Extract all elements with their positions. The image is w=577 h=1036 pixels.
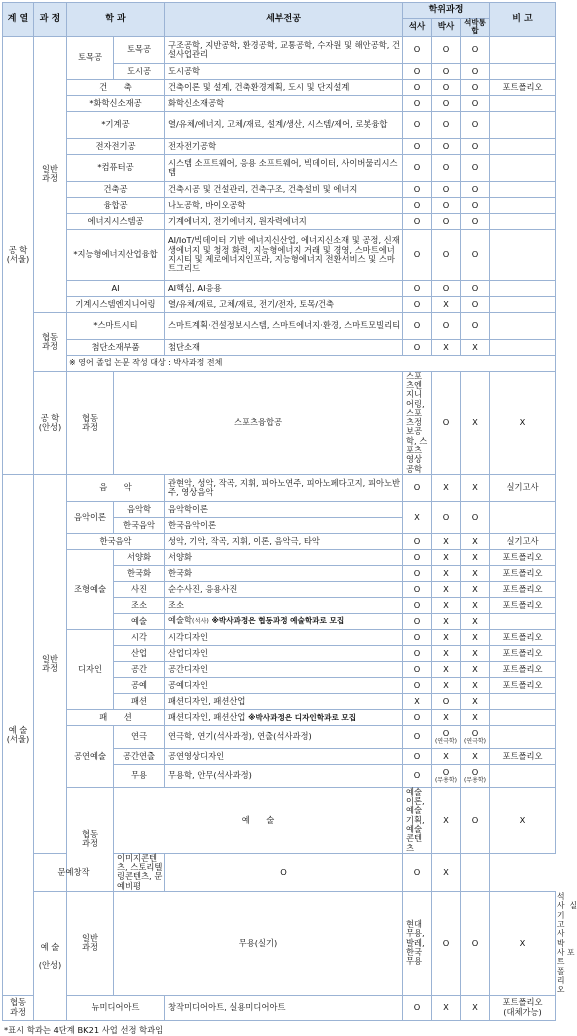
remark-cell: 포트폴리오 <box>490 597 556 613</box>
major-cell: 기계에너지, 전기에너지, 원자력에너지 <box>165 213 403 229</box>
dept-cell: *지능형에너지산업융합 <box>67 229 165 280</box>
dept-cell: 패 션 <box>67 709 165 725</box>
integrated-cell: X <box>461 533 490 549</box>
remark-value: 포트폴리오 <box>557 948 575 995</box>
integrated-cell: O <box>461 501 490 533</box>
major-cell: 구조공학, 지반공학, 환경공학, 교통공학, 수자원 및 해안공학, 건설사업관리 <box>165 36 403 63</box>
integrated-cell: O <box>461 197 490 213</box>
table-row <box>3 111 556 138</box>
master-cell: O <box>165 853 403 891</box>
remark-cell <box>490 95 556 111</box>
integrated-cell: X <box>461 693 490 709</box>
table-row <box>3 474 556 501</box>
group-label: 예 술 (안성) <box>34 891 67 1020</box>
major-cell <box>165 709 403 725</box>
course-label: 협동 과정 <box>3 995 34 1020</box>
doctor-cell: O <box>461 891 490 995</box>
master-cell: O <box>403 613 432 629</box>
major-cell: 패션디자인, 패션산업 <box>165 693 403 709</box>
remark-cell: 포트폴리오 <box>490 677 556 693</box>
integrated-subtext: (연극학) <box>463 737 487 745</box>
master-cell: O <box>403 181 432 197</box>
remark-cell: 실기고사 <box>490 474 556 501</box>
major-cell: 건축이론 및 설계, 건축환경계획, 도시 및 단지설계 <box>165 79 403 95</box>
table-row <box>3 533 556 549</box>
table-row <box>3 725 556 748</box>
dept-cell: 뉴미디어아트 <box>67 995 165 1020</box>
doctor-cell: X <box>432 709 461 725</box>
header-master: 석사 <box>403 19 432 37</box>
master-cell: O <box>403 748 432 764</box>
table-row <box>3 197 556 213</box>
course-label: 일반 과정 <box>34 474 67 853</box>
integrated-cell: O <box>461 95 490 111</box>
doctor-cell: X <box>432 474 461 501</box>
integrated-cell: O <box>461 63 490 79</box>
major-cell: 시각디자인 <box>165 629 403 645</box>
master-cell: O <box>403 197 432 213</box>
major-cell: 한국음악이론 <box>165 517 403 533</box>
integrated-cell: O <box>461 229 490 280</box>
course-label: 일반 과정 <box>34 36 67 312</box>
integrated-cell: X <box>461 597 490 613</box>
major-cell: 순수사진, 응용사진 <box>165 581 403 597</box>
table-row <box>3 95 556 111</box>
dept-sub: 토목공 <box>114 36 165 63</box>
integrated-cell: O <box>461 296 490 312</box>
major-cell: 창작미디어아트, 실용미디어아트 <box>165 995 403 1020</box>
master-cell: O <box>403 111 432 138</box>
integrated-cell: O <box>461 111 490 138</box>
major-cell: 현대무용, 발레, 한국무용 <box>403 891 432 995</box>
dept-group: 조형예술 <box>67 549 114 629</box>
table-row <box>3 138 556 154</box>
master-cell: O <box>403 36 432 63</box>
dept-cell: 스포츠융합공 <box>114 371 403 474</box>
dept-group: 토목공 <box>67 36 114 79</box>
integrated-cell: O <box>461 154 490 181</box>
master-cell: O <box>403 549 432 565</box>
remark-cell: 포트폴리오 <box>490 645 556 661</box>
doctor-cell: X <box>432 581 461 597</box>
master-cell: O <box>403 79 432 95</box>
dept-sub: 한국화 <box>114 565 165 581</box>
doctor-cell: O <box>432 213 461 229</box>
dept-cell: *컴퓨터공 <box>67 154 165 181</box>
table-row <box>3 154 556 181</box>
remark-cell: 포트폴리오 <box>490 549 556 565</box>
integrated-cell <box>461 764 490 787</box>
dept-cell: AI <box>67 280 165 296</box>
group-label: 공 학 (안성) <box>34 371 67 474</box>
thesis-note: ※ 영어 졸업 논문 작성 대상 : 박사과정 전체 <box>67 355 556 371</box>
header-remark: 비 고 <box>490 3 556 37</box>
major-cell: 공간디자인 <box>165 661 403 677</box>
integrated-subtext: (무용학) <box>463 776 487 784</box>
dept-cell: 건축공 <box>67 181 165 197</box>
major-cell: 나노공학, 바이오공학 <box>165 197 403 213</box>
doctor-cell: X <box>432 613 461 629</box>
group-label: 예 술 (서울) <box>3 474 34 995</box>
header-group: 계 열 <box>3 3 34 37</box>
integrated-cell: O <box>461 280 490 296</box>
integrated-cell: O <box>461 79 490 95</box>
remark-cell <box>490 501 556 533</box>
program-table <box>2 2 577 1021</box>
doctor-cell: O <box>432 111 461 138</box>
remark-cell <box>490 995 556 1020</box>
course-label: 협동 과정 <box>34 312 67 371</box>
dept-cell: 건 축 <box>67 79 165 95</box>
remark-cell <box>490 613 556 629</box>
dept-sub: 공예 <box>114 677 165 693</box>
doctor-cell: O <box>432 36 461 63</box>
remark-label: 박사 <box>557 938 565 958</box>
major-cell: 연극학, 연기(석사과정), 연출(석사과정) <box>165 725 403 748</box>
table-row <box>3 36 556 63</box>
integrated-cell: X <box>490 371 556 474</box>
dept-cell: 전자전기공 <box>67 138 165 154</box>
major-cell: 건축시공 및 건설관리, 건축구조, 건축설비 및 에너지 <box>165 181 403 197</box>
integrated-cell <box>461 725 490 748</box>
master-cell: X <box>432 787 461 853</box>
doctor-cell <box>432 725 461 748</box>
major-text: 패션디자인, 패션산업 <box>168 711 246 722</box>
master-cell: O <box>403 154 432 181</box>
integrated-cell: X <box>461 613 490 629</box>
major-cell: 예술이론, 예술기획, 예술콘텐츠 <box>403 787 432 853</box>
table-row <box>3 312 556 339</box>
doctor-subtext: (무용학) <box>434 776 458 784</box>
doctor-cell: O <box>432 79 461 95</box>
integrated-cell: X <box>461 995 490 1020</box>
dept-cell: 문예창작 <box>34 853 114 891</box>
integrated-cell: X <box>461 677 490 693</box>
master-cell: O <box>403 63 432 79</box>
master-cell: O <box>403 533 432 549</box>
major-cell: AI/IoT/빅데이터 기반 에너지신산업, 에너지신소재 및 공정, 신재생에너지 및 청정 화력, 지능형에너지 거래 및 경영, 스마트에너지시티 및 제로에너지인프라, 지능형에너지 전환서비스 및 스마트그리드 <box>165 229 403 280</box>
doctor-cell: O <box>432 229 461 280</box>
major-cell: 이미지콘텐츠, 스토리텔링콘텐츠, 문예비평 <box>114 853 165 891</box>
remark-cell <box>490 709 556 725</box>
table-row <box>3 213 556 229</box>
master-cell: O <box>403 581 432 597</box>
doctor-cell: O <box>432 63 461 79</box>
dept-sub: 사진 <box>114 581 165 597</box>
dept-cell: 기계시스템엔지니어링 <box>67 296 165 312</box>
dept-cell: 첨단소재부품 <box>67 339 165 355</box>
major-cell: AI핵심, AI응용 <box>165 280 403 296</box>
header-integrated: 석박통합 <box>461 19 490 37</box>
master-cell: O <box>403 312 432 339</box>
dept-sub: 공간연출 <box>114 748 165 764</box>
doctor-cell: X <box>432 995 461 1020</box>
table-row <box>3 709 556 725</box>
master-cell: O <box>403 709 432 725</box>
table-row <box>3 280 556 296</box>
dept-cell: *기계공 <box>67 111 165 138</box>
header-row <box>3 3 556 19</box>
table-row <box>3 79 556 95</box>
remark-value: 실기고사 <box>557 901 577 939</box>
doctor-cell: O <box>432 693 461 709</box>
remark-cell <box>490 138 556 154</box>
doctor-cell <box>432 764 461 787</box>
graduate-program-table-page <box>2 2 577 1036</box>
integrated-cell: X <box>490 787 556 853</box>
table-row <box>3 549 556 565</box>
remark-cell: 포트폴리오 <box>490 581 556 597</box>
major-cell: 스포츠엔지니어링, 스포츠정보공학, 스포츠영상공학 <box>403 371 432 474</box>
major-note: ※박사과정은 협동과정 예술학과로 모집 <box>211 616 345 626</box>
integrated-mark: O <box>471 767 479 778</box>
master-cell: O <box>403 995 432 1020</box>
integrated-cell: X <box>461 629 490 645</box>
doctor-cell: O <box>432 138 461 154</box>
dept-cell: 한국음악 <box>67 533 165 549</box>
table-row <box>3 891 556 995</box>
remark-cell <box>490 213 556 229</box>
dept-sub: 서양화 <box>114 549 165 565</box>
major-cell: 공연영상디자인 <box>165 748 403 764</box>
master-cell: O <box>403 661 432 677</box>
remark-cell: 포트폴리오 <box>490 565 556 581</box>
master-cell: O <box>403 339 432 355</box>
dept-cell: 예 술 <box>114 787 403 853</box>
integrated-cell: X <box>461 661 490 677</box>
remark-cell: 포트폴리오 <box>490 748 556 764</box>
major-cell: 음악학이론 <box>165 501 403 517</box>
remark-label: 석사 <box>557 891 565 911</box>
master-cell: O <box>403 95 432 111</box>
dept-sub: 연극 <box>114 725 165 748</box>
integrated-cell: X <box>461 748 490 764</box>
master-cell: O <box>403 229 432 280</box>
course-label: 협동 과정 <box>67 371 114 474</box>
integrated-cell: O <box>461 181 490 197</box>
dept-sub: 무용 <box>114 764 165 787</box>
integrated-cell: O <box>461 36 490 63</box>
doctor-cell: O <box>432 280 461 296</box>
remark-cell: 실기고사 <box>490 533 556 549</box>
remark-cell <box>490 693 556 709</box>
remark-cell <box>490 312 556 339</box>
remark-cell <box>490 36 556 63</box>
major-cell: 공예디자인 <box>165 677 403 693</box>
major-note: ※박사과정은 디자인학과로 모집 <box>248 712 357 722</box>
doctor-cell: O <box>432 154 461 181</box>
major-cell: 시스템 소프트웨어, 응용 소프트웨어, 빅데이터, 사이버물리시스템 <box>165 154 403 181</box>
doctor-cell: O <box>432 95 461 111</box>
major-cell: 첨단소재 <box>165 339 403 355</box>
major-cell: 성악, 기악, 작곡, 지휘, 이론, 음악극, 타악 <box>165 533 403 549</box>
major-cell: 산업디자인 <box>165 645 403 661</box>
master-cell: O <box>403 677 432 693</box>
dept-cell: *스마트시티 <box>67 312 165 339</box>
remark-cell <box>490 280 556 296</box>
doctor-mark: O <box>442 728 450 739</box>
remark-cell <box>461 853 490 891</box>
header-degree: 학위과정 <box>403 3 490 19</box>
integrated-cell: O <box>461 138 490 154</box>
dept-sub: 음악학 <box>114 501 165 517</box>
master-cell: O <box>403 280 432 296</box>
table-row <box>3 339 556 355</box>
dept-sub: 예술 <box>114 613 165 629</box>
doctor-cell: X <box>432 645 461 661</box>
major-cell: 관현악, 성악, 작곡, 지휘, 피아노연주, 피아노페다고지, 피아노반주, 영상음악 <box>165 474 403 501</box>
table-row <box>3 371 556 474</box>
master-cell: O <box>432 371 461 474</box>
dept-sub: 조소 <box>114 597 165 613</box>
integrated-mark: O <box>471 728 479 739</box>
major-cell: 열/유체/재료, 고체/재료, 전기/전자, 토목/건축 <box>165 296 403 312</box>
master-cell: X <box>403 693 432 709</box>
table-row <box>3 995 556 1020</box>
remark-cell <box>490 764 556 787</box>
master-cell: O <box>403 296 432 312</box>
dept-group: 음악이론 <box>67 501 114 533</box>
doctor-cell: O <box>432 312 461 339</box>
master-cell: O <box>403 565 432 581</box>
table-row <box>3 229 556 280</box>
dept-sub: 패션 <box>114 693 165 709</box>
course-label: 협동 과정 <box>67 787 114 891</box>
remark-cell <box>490 229 556 280</box>
doctor-cell: X <box>432 677 461 693</box>
remark-cell <box>490 181 556 197</box>
remark-subtext: (대체가능) <box>503 1006 542 1017</box>
doctor-cell: X <box>432 565 461 581</box>
master-cell: O <box>403 213 432 229</box>
master-cell: O <box>403 597 432 613</box>
integrated-cell: X <box>432 853 461 891</box>
footnote: *표시 학과는 4단계 BK21 사업 선정 학과임 <box>4 1024 164 1035</box>
group-label: 공 학 (서울) <box>3 36 34 474</box>
master-cell: O <box>403 645 432 661</box>
doctor-cell: X <box>461 371 490 474</box>
major-cell: 서양화 <box>165 549 403 565</box>
course-label: 일반 과정 <box>67 891 114 995</box>
master-cell: O <box>403 725 432 748</box>
table-row <box>3 787 556 853</box>
integrated-cell: X <box>461 645 490 661</box>
doctor-cell: X <box>432 597 461 613</box>
doctor-cell: X <box>432 661 461 677</box>
dept-sub: 한국음악 <box>114 517 165 533</box>
dept-cell: 무용(실기) <box>114 891 403 995</box>
table-row <box>3 853 556 891</box>
dept-sub: 산업 <box>114 645 165 661</box>
header-dept: 학 과 <box>67 3 165 37</box>
integrated-cell: X <box>490 891 556 995</box>
dept-cell: 융합공 <box>67 197 165 213</box>
doctor-cell: X <box>432 296 461 312</box>
master-cell: O <box>403 764 432 787</box>
master-cell: O <box>403 474 432 501</box>
integrated-cell: O <box>461 312 490 339</box>
major-cell: 열/유체/에너지, 고체/재료, 설계/생산, 시스템/제어, 로봇융합 <box>165 111 403 138</box>
table-row <box>3 296 556 312</box>
doctor-cell: O <box>403 853 432 891</box>
dept-cell: 에너지시스템공 <box>67 213 165 229</box>
major-cell <box>165 613 403 629</box>
master-cell: O <box>403 138 432 154</box>
major-cell: 무용학, 안무(석사과정) <box>165 764 403 787</box>
remark-cell: 포트폴리오 <box>490 79 556 95</box>
doctor-cell: X <box>432 748 461 764</box>
master-cell: O <box>403 629 432 645</box>
major-cell: 전자전기공학 <box>165 138 403 154</box>
doctor-cell: O <box>432 197 461 213</box>
integrated-cell: X <box>461 709 490 725</box>
integrated-cell: X <box>461 565 490 581</box>
integrated-cell: X <box>461 339 490 355</box>
dept-sub: 도시공 <box>114 63 165 79</box>
dept-group: 공연예술 <box>67 725 114 787</box>
dept-cell: 음 악 <box>67 474 165 501</box>
master-cell: X <box>403 501 432 533</box>
doctor-cell: X <box>432 629 461 645</box>
doctor-cell: X <box>432 549 461 565</box>
integrated-cell: X <box>461 581 490 597</box>
dept-group: 디자인 <box>67 629 114 709</box>
remark-text: 포트폴리오 <box>502 996 543 1007</box>
remark-cell <box>490 725 556 748</box>
major-subtext: (석사) <box>192 618 209 626</box>
header-major: 세부전공 <box>165 3 403 37</box>
remark-cell <box>490 296 556 312</box>
doctor-mark: O <box>442 767 450 778</box>
header-course: 과 정 <box>34 3 67 37</box>
integrated-cell: X <box>461 549 490 565</box>
dept-sub: 시각 <box>114 629 165 645</box>
table-row <box>3 181 556 197</box>
table-row <box>3 629 556 645</box>
header-doctor: 박사 <box>432 19 461 37</box>
major-cell: 스마트계획·건설정보시스템, 스마트에너지·환경, 스마트모빌리티 <box>165 312 403 339</box>
integrated-cell: X <box>461 474 490 501</box>
major-cell: 한국화 <box>165 565 403 581</box>
dept-cell: *화학신소재공 <box>67 95 165 111</box>
remark-cell <box>490 63 556 79</box>
remark-cell <box>490 154 556 181</box>
remark-cell <box>490 111 556 138</box>
doctor-cell: X <box>432 533 461 549</box>
doctor-cell: O <box>432 501 461 533</box>
doctor-cell: O <box>461 787 490 853</box>
remark-cell: 포트폴리오 <box>490 661 556 677</box>
remark-cell <box>490 197 556 213</box>
master-cell: O <box>432 891 461 995</box>
table-row <box>3 501 556 517</box>
major-text: 예술학 <box>168 615 193 626</box>
integrated-cell: O <box>461 213 490 229</box>
major-cell: 조소 <box>165 597 403 613</box>
remark-cell: 포트폴리오 <box>490 629 556 645</box>
dept-sub: 공간 <box>114 661 165 677</box>
note-row <box>3 355 556 371</box>
doctor-cell: O <box>432 181 461 197</box>
doctor-cell: X <box>432 339 461 355</box>
major-cell: 화학신소재공학 <box>165 95 403 111</box>
remark-cell <box>490 339 556 355</box>
doctor-subtext: (연극학) <box>434 737 458 745</box>
major-cell: 도시공학 <box>165 63 403 79</box>
